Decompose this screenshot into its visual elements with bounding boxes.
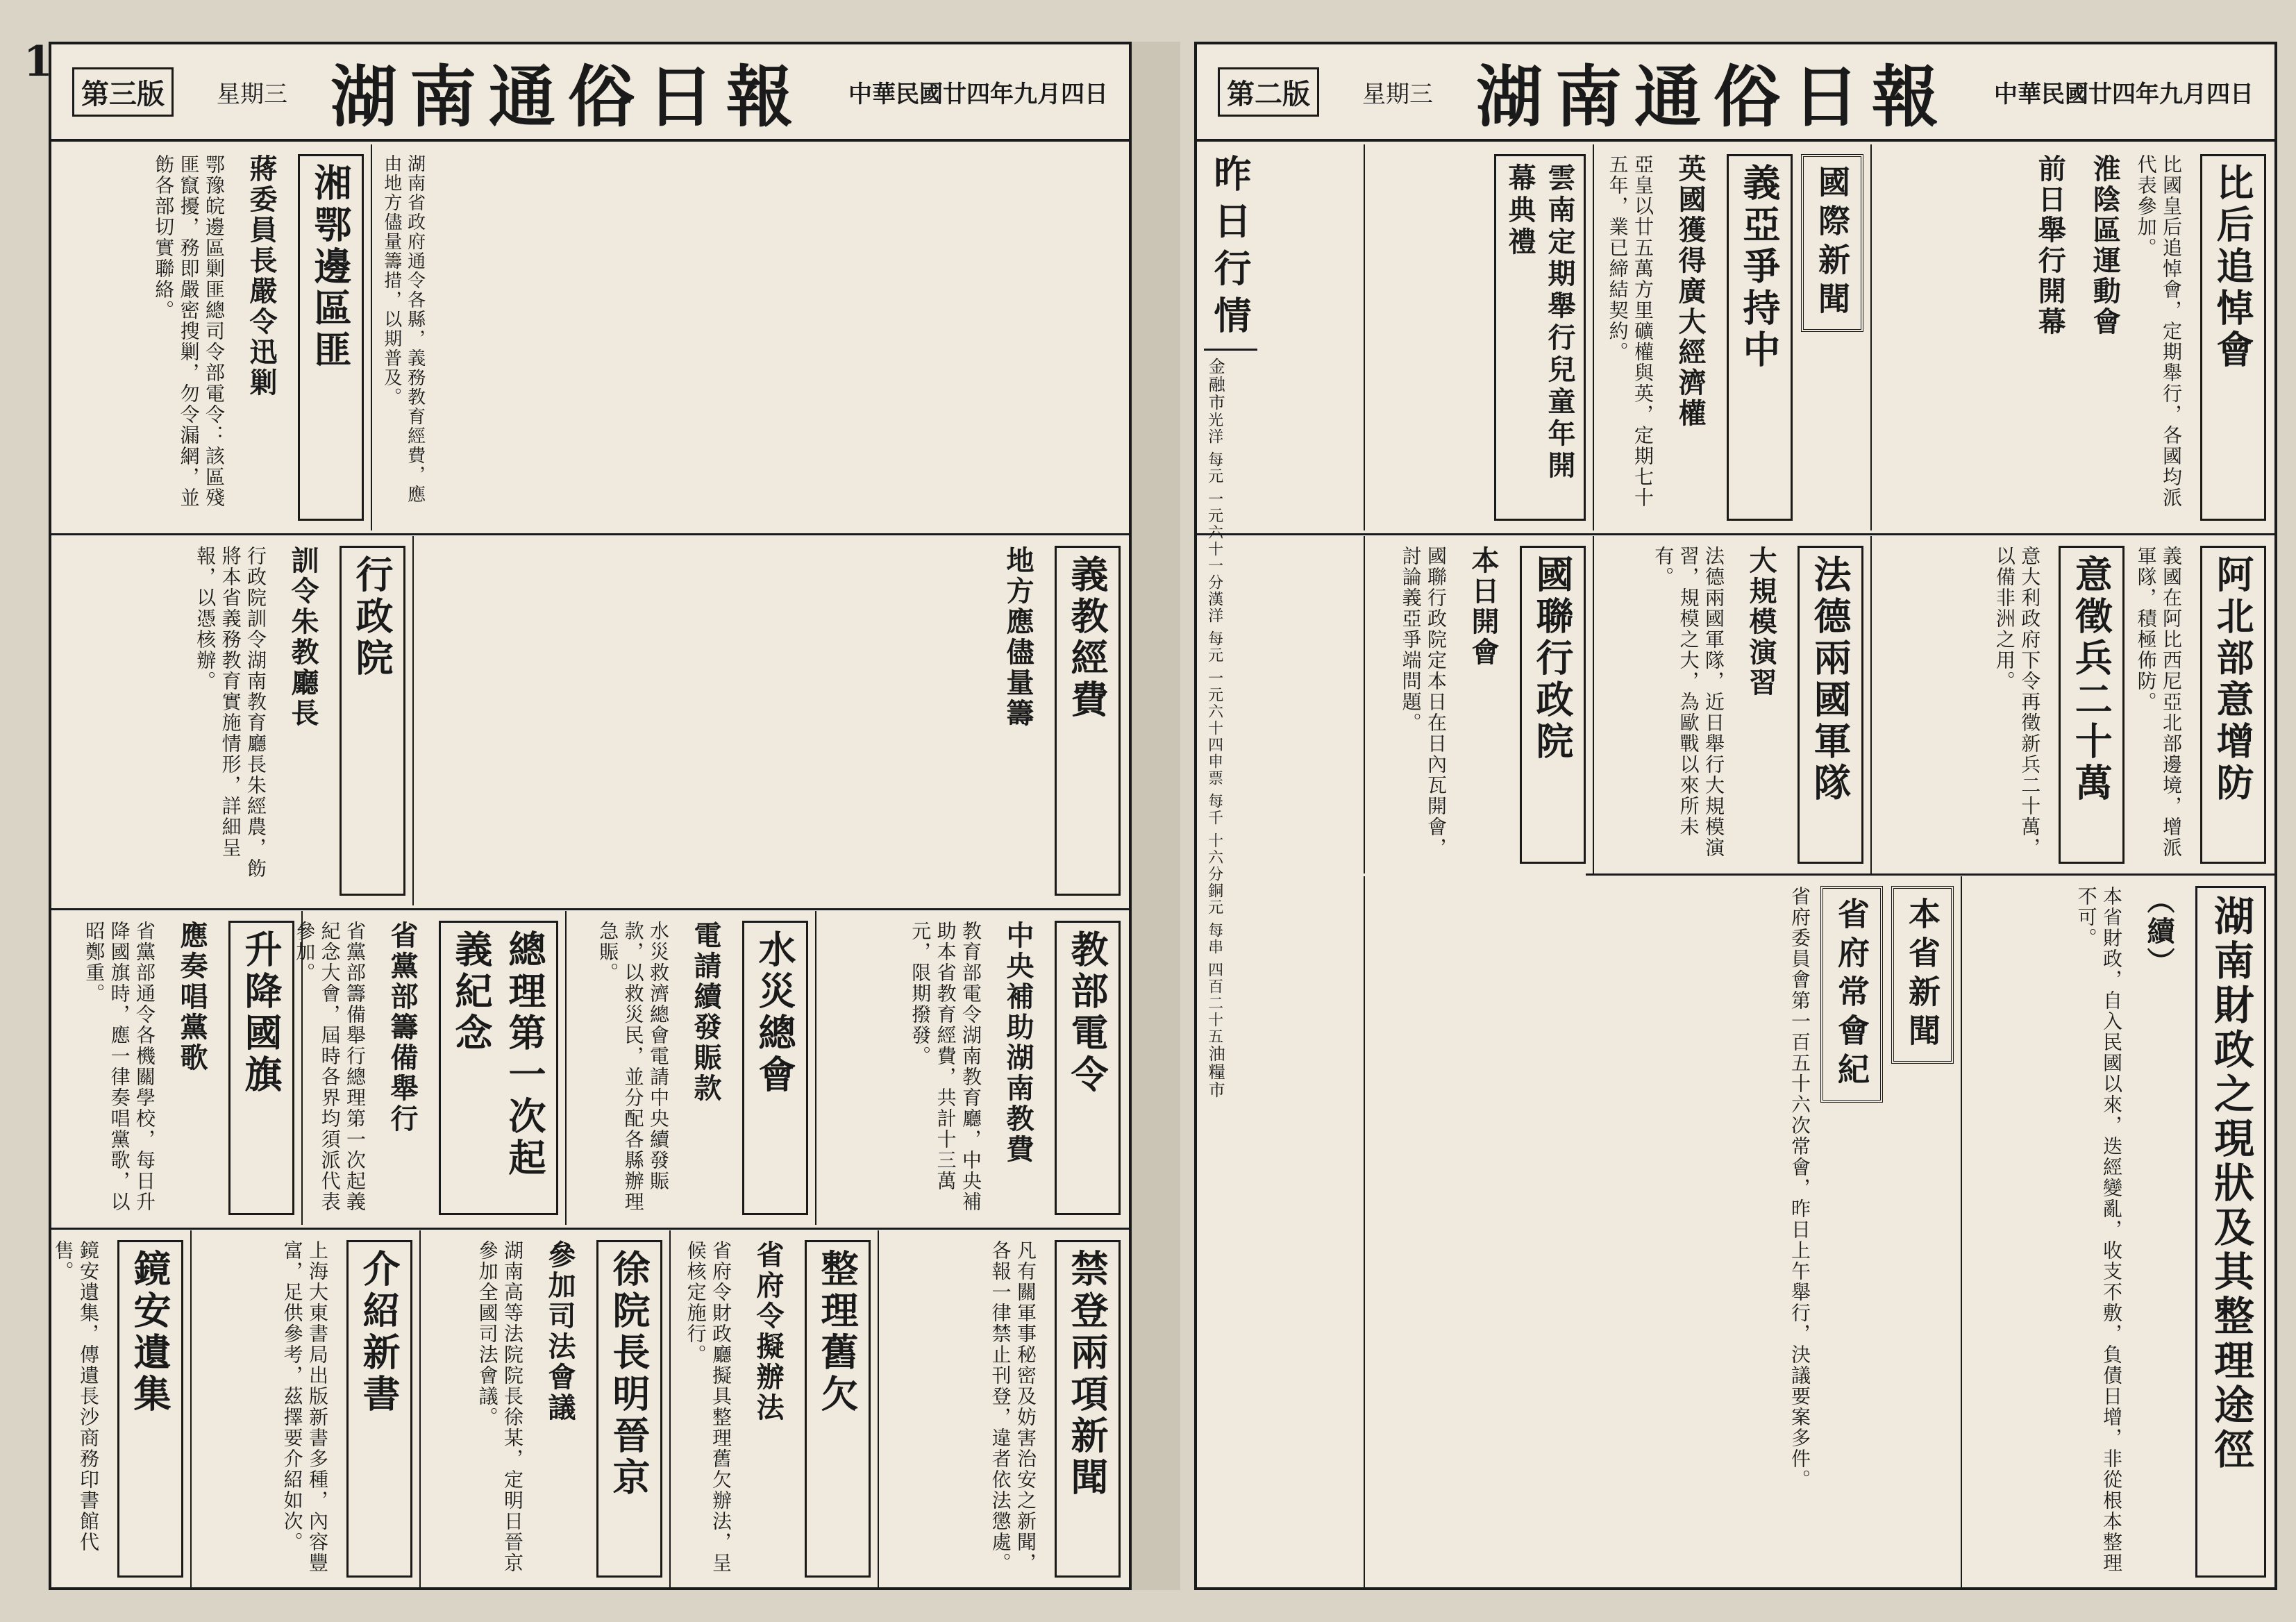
article-text: 上海大東書局出版新書多種，內容豐富，足供參考，茲擇要介紹如次。 xyxy=(280,1240,329,1573)
market-gold-label: 金融市 xyxy=(1205,358,1225,412)
weekday: 星期三 xyxy=(217,80,287,108)
newspaper-title: 湖南通俗日報 xyxy=(1476,57,1951,136)
section-box-council: 省府常會紀 xyxy=(1820,886,1883,1103)
article xyxy=(1364,144,1593,530)
article-text: 比國皇后追悼會，定期舉行，各國均派代表參加。 xyxy=(2134,154,2183,508)
headline: 升降國旗 xyxy=(228,921,294,1215)
weekday: 星期三 xyxy=(1362,80,1433,108)
market-oil-label: 油糧市 xyxy=(1205,1045,1225,1099)
article-text: 本省財政，自入民國以來，迭經變亂，收支不敷，負債日增，非從根本整理不可。 xyxy=(2075,886,2123,1573)
market-row: 光洋 每元 一元六十一分 xyxy=(1205,412,1223,591)
article xyxy=(815,911,1128,1225)
page-second-edition xyxy=(1194,42,2277,1590)
headline: 禁登兩項新聞 xyxy=(1055,1240,1121,1578)
page-number: 1 xyxy=(24,37,53,86)
edition-label: 第二版 xyxy=(1218,67,1319,117)
headline: 國聯行政院 xyxy=(1520,546,1586,864)
section-rule xyxy=(1586,873,2274,876)
section-rule xyxy=(51,533,1129,535)
market-report xyxy=(1197,144,1364,1587)
section-rule xyxy=(51,908,1129,910)
page-body xyxy=(1197,144,2274,1587)
article-text: 亞皇以廿五萬方里礦權與英，定期七十五年，業已締結契約。 xyxy=(1606,154,1654,508)
masthead xyxy=(24,37,1129,142)
subheadline: 省黨部籌備舉行 xyxy=(386,921,419,1135)
subheadline: 英國獲得廣大經濟權 xyxy=(1674,154,1707,429)
article-text: 省府令財政廳擬具整理舊欠辦法，呈候核定施行。 xyxy=(684,1240,732,1573)
article-text: 國聯行政院定本日在日內瓦開會，討論義亞爭端問題。 xyxy=(1399,546,1448,858)
headline: 義教經費 xyxy=(1055,546,1121,896)
page-fold-gutter xyxy=(1132,42,1180,1590)
article xyxy=(51,144,371,530)
subheadline: 本日開會 xyxy=(1467,546,1500,668)
article xyxy=(669,1230,878,1587)
newspaper-title: 湖南通俗日報 xyxy=(330,57,805,136)
market-title: 昨日行情 xyxy=(1204,154,1257,351)
article xyxy=(1870,144,2273,530)
subheadline: 訓令朱教廳長 xyxy=(287,546,319,729)
headline: 意徵兵二十萬 xyxy=(2059,546,2125,864)
market-row: 漢洋 每元 一元六十四 xyxy=(1205,591,1223,753)
article-text: 法德兩國軍隊，近日舉行大規模演習，規模之大，為歐戰以來所未有。 xyxy=(1652,546,1725,858)
headline: 法德兩國軍隊 xyxy=(1798,546,1863,864)
page-third-edition xyxy=(24,37,1132,1590)
subheadline: 中央補助湖南教費 xyxy=(1002,921,1034,1165)
market-row: 申票 每千 十六分 xyxy=(1205,753,1223,883)
subheadline: 省府令擬辦法 xyxy=(752,1240,785,1423)
article xyxy=(190,1230,419,1587)
article-text: 義國在阿比西尼亞北部邊境，增派軍隊，積極佈防。 xyxy=(2134,546,2183,858)
article xyxy=(1364,876,1961,1587)
headline: 介紹新書 xyxy=(346,1240,412,1578)
section-box-local: 本省新聞 xyxy=(1891,886,1954,1064)
article-text: 教育部電令湖南教育廳，中央補助本省教育經費，共計十三萬元，限期撥發。 xyxy=(909,921,982,1212)
headline: 義亞爭持中 xyxy=(1727,154,1793,521)
article-text: 湖南省政府通令各縣，義務教育經費，應由地方儘量籌措，以期普及。 xyxy=(380,154,426,504)
article xyxy=(1870,536,2273,873)
subheadline: 蔣委員長嚴令迅剿 xyxy=(245,154,278,399)
article-text: 鏡安遺集，傳遺長沙商務印書館代售。 xyxy=(51,1240,100,1553)
subheadline: 前日舉行開幕 xyxy=(2034,154,2067,337)
headline: 雲南定期舉行兒童年開幕典禮 xyxy=(1494,154,1586,521)
edition-label: 第三版 xyxy=(72,67,174,117)
subheadline: 電請續發賑款 xyxy=(689,921,722,1104)
article xyxy=(1593,536,1870,873)
headline: 行政院 xyxy=(340,546,405,896)
article-text: 水災救濟總會電請中央續發賑款，以救災民，並分配各縣辦理急賑。 xyxy=(596,921,670,1212)
subheadline: 地方應儘量籌 xyxy=(1002,546,1034,729)
headline: 鏡安遺集 xyxy=(117,1240,183,1578)
headline: 比后追悼會 xyxy=(2200,154,2266,521)
article xyxy=(51,536,412,905)
headline: 湖南財政之現狀及其整理途徑 xyxy=(2195,886,2266,1578)
market-row: 銅元 每串 四百二十五 xyxy=(1205,883,1223,1045)
issue-date: 中華民國廿四年九月四日 xyxy=(1994,80,2254,108)
article xyxy=(878,1230,1128,1587)
subheadline: （續） xyxy=(2143,886,2175,978)
article-text: 鄂豫皖邊區剿匪總司令部電令：該區殘匪竄擾，務即嚴密搜剿，勿令漏網，並飭各部切實聯絡。 xyxy=(152,154,226,508)
subheadline: 淮陰區運動會 xyxy=(2088,154,2122,337)
article xyxy=(51,1230,190,1587)
subheadline: 參加司法會議 xyxy=(544,1240,576,1423)
article-text: 省府委員會第一百五十六次常會，昨日上午舉行，決議要案多件。 xyxy=(1788,886,1811,1490)
article xyxy=(293,911,565,1225)
headline: 整理舊欠 xyxy=(805,1240,871,1578)
headline: 水災總會 xyxy=(742,921,808,1215)
headline: 阿北部意增防 xyxy=(2200,546,2266,864)
article xyxy=(371,144,1128,530)
issue-date: 中華民國廿四年九月四日 xyxy=(848,80,1108,108)
masthead xyxy=(1197,44,2274,142)
article-text: 行政院訓令湖南教育廳長朱經農，飭將本省義務教育實施情形，詳細呈報，以憑核辦。 xyxy=(194,546,267,879)
page-body xyxy=(51,144,1129,1587)
headline: 教部電令 xyxy=(1055,921,1121,1215)
article-text: 凡有關軍事秘密及妨害治安之新聞，各報一律禁止刊登，違者依法懲處。 xyxy=(989,1240,1037,1573)
article xyxy=(1364,536,1593,873)
headline: 徐院長明晉京 xyxy=(596,1240,662,1578)
article-text: 湖南高等法院院長徐某，定明日晉京參加全國司法會議。 xyxy=(476,1240,524,1573)
article xyxy=(51,911,301,1225)
subheadline: 應奏唱黨歌 xyxy=(176,921,208,1073)
headline: 湘鄂邊區匪 xyxy=(298,154,364,521)
section-rule xyxy=(51,1228,1129,1230)
article xyxy=(1593,144,1870,530)
article xyxy=(412,536,1128,905)
article xyxy=(565,911,815,1225)
article-text: 省黨部通令各機關學校，每日升降國旗時，應一律奏唱黨歌，以昭鄭重。 xyxy=(83,921,156,1212)
article xyxy=(1961,876,2273,1587)
subheadline: 大規模演習 xyxy=(1745,546,1777,699)
article-text: 意大利政府下令再徵新兵二十萬，以備非洲之用。 xyxy=(1993,546,2042,858)
section-box-international: 國際新聞 xyxy=(1801,154,1863,332)
article xyxy=(419,1230,669,1587)
headline: 總理第一次起義紀念 xyxy=(439,921,558,1215)
article-text: 省黨部籌備舉行總理第一次起義紀念大會，屆時各界均須派代表參加。 xyxy=(293,921,367,1212)
